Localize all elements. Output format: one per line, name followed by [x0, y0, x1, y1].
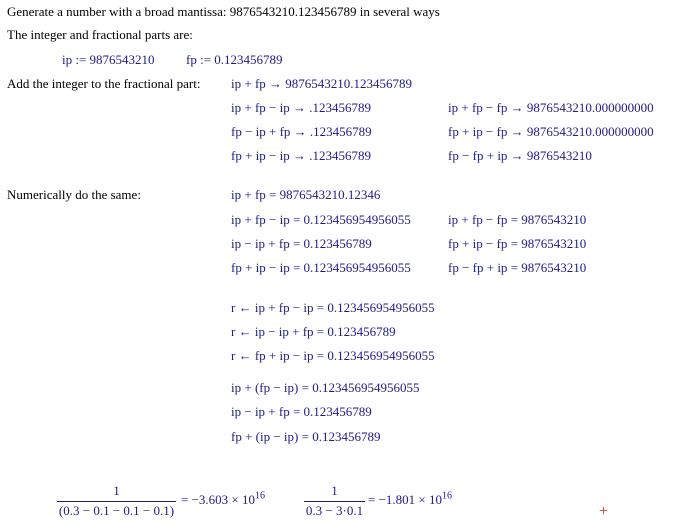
grouped-expr-3[interactable]: fp + (ip − ip) = 0.123456789 — [231, 429, 381, 444]
symbolic-main-expr[interactable]: ip + fp → 9876543210.123456789 — [231, 76, 413, 91]
numeric-label: Numerically do the same: — [7, 187, 141, 202]
fraction-1-numerator: 1 — [113, 483, 120, 498]
insertion-cursor-icon[interactable]: + — [599, 503, 609, 520]
numeric-left-expr-1[interactable]: ip + fp − ip = 0.123456954956055 — [231, 212, 411, 227]
program-expr-3[interactable]: r ← fp + ip − ip = 0.123456954956055 — [231, 348, 435, 363]
intro-text: The integer and fractional parts are: — [7, 27, 193, 42]
fraction-2[interactable] — [304, 483, 365, 519]
symbolic-right-expr-3[interactable]: fp − fp + ip → 9876543210 — [448, 148, 592, 163]
fraction-1-denominator: (0.3 − 0.1 − 0.1 − 0.1) — [58, 503, 175, 518]
numeric-right-expr-2[interactable]: fp + ip − fp = 9876543210 — [448, 236, 587, 251]
numeric-right-expr-3[interactable]: fp − fp + ip = 9876543210 — [448, 260, 587, 275]
fraction-1-exponent: 16 — [255, 490, 265, 502]
symbolic-label: Add the integer to the fractional part: — [7, 76, 201, 91]
fp-definition[interactable]: fp := 0.123456789 — [186, 52, 283, 67]
numeric-main-expr[interactable]: ip + fp = 9876543210.12346 — [231, 187, 381, 202]
program-expr-1[interactable]: r ← ip + fp − ip = 0.123456954956055 — [231, 300, 435, 315]
ip-definition[interactable]: ip := 9876543210 — [62, 52, 155, 67]
numeric-left-expr-3[interactable]: fp + ip − ip = 0.123456954956055 — [231, 260, 411, 275]
symbolic-left-expr-1[interactable]: ip + fp − ip → .123456789 — [231, 100, 371, 115]
grouped-expr-2[interactable]: ip − ip + fp = 0.123456789 — [231, 404, 372, 419]
symbolic-left-expr-3[interactable]: fp + ip − ip → .123456789 — [231, 148, 371, 163]
program-expr-2[interactable]: r ← ip − ip + fp = 0.123456789 — [231, 324, 396, 339]
symbolic-right-expr-2[interactable]: fp + ip − fp → 9876543210.000000000 — [448, 124, 654, 139]
fraction-1[interactable] — [57, 483, 176, 519]
grouped-expr-1[interactable]: ip + (fp − ip) = 0.123456954956055 — [231, 380, 420, 395]
fraction-1-bar — [57, 501, 176, 502]
fraction-2-numerator: 1 — [331, 483, 338, 498]
symbolic-right-expr-1[interactable]: ip + fp − fp → 9876543210.000000000 — [448, 100, 654, 115]
symbolic-left-expr-2[interactable]: fp − ip + fp → .123456789 — [231, 124, 372, 139]
fraction-2-bar — [304, 501, 365, 502]
fraction-2-result: = $-1.801 \times 10^{16}$ — [368, 490, 452, 507]
numeric-left-expr-2[interactable]: ip − ip + fp = 0.123456789 — [231, 236, 372, 251]
fraction-2-exponent: 16 — [442, 490, 452, 502]
numeric-right-expr-1[interactable]: ip + fp − fp = 9876543210 — [448, 212, 587, 227]
heading-text: Generate a number with a broad mantissa: 9876543210.123456789 in several ways — [7, 4, 440, 19]
fraction-1-result: = $-3.603 \times 10^{16}$ — [181, 490, 265, 507]
fraction-2-denominator: 0.3 − 3·0.1 — [305, 503, 364, 518]
